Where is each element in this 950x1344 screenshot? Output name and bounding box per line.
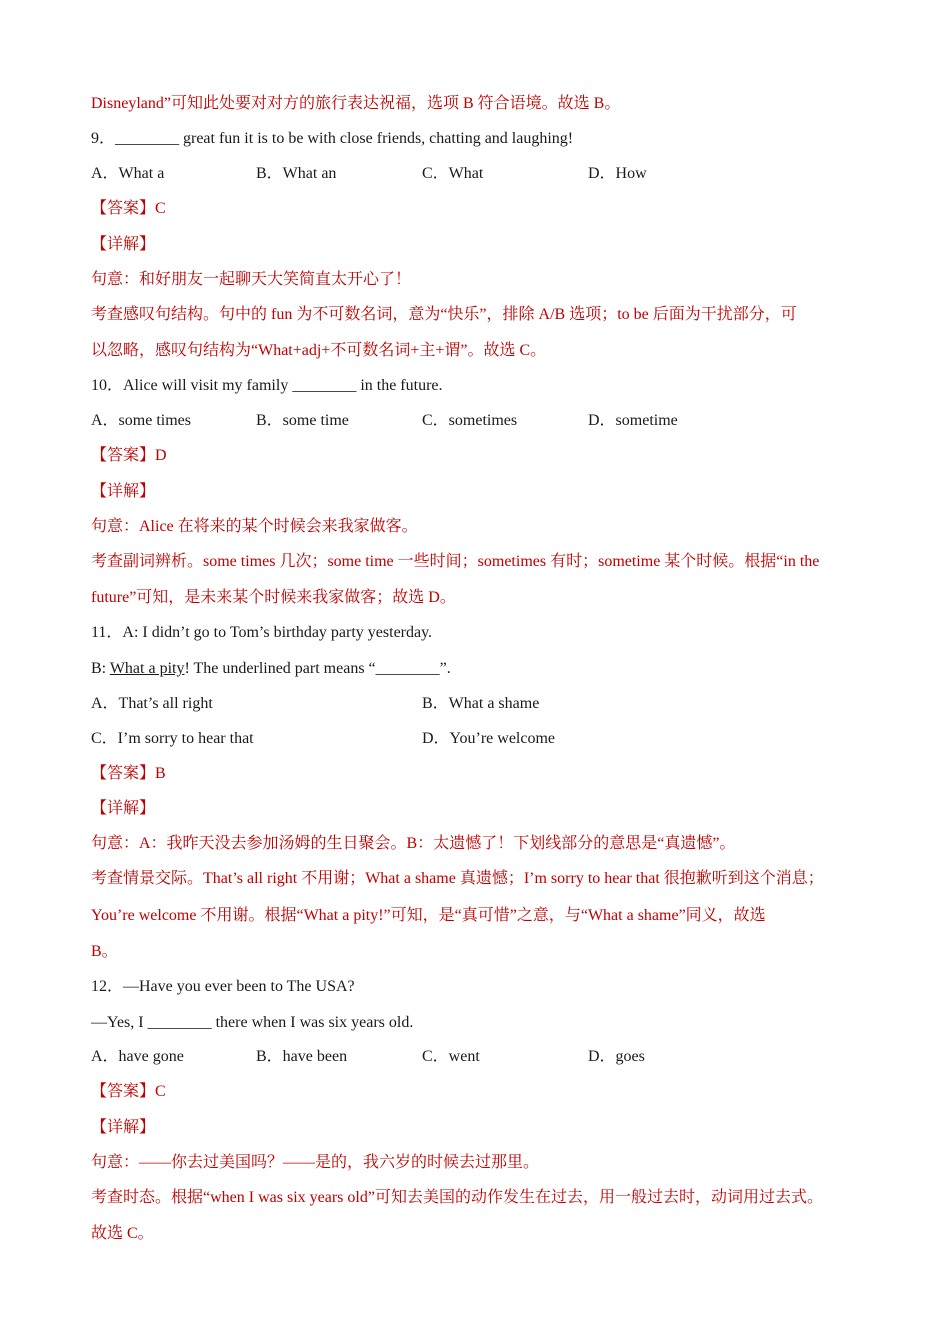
q12-answer: 【答案】C bbox=[91, 1083, 166, 1100]
q9-detail-label: 【详解】 bbox=[91, 236, 156, 253]
q12-option-d: D．goes bbox=[588, 1048, 645, 1065]
q10-explanation-line: 句意：Alice 在将来的某个时候会来我家做客。 bbox=[91, 518, 418, 535]
q11-stem: 11．A: I didn’t go to Tom’s birthday party yesterday. bbox=[91, 624, 433, 641]
q9-option-b: B．What an bbox=[256, 165, 337, 182]
q10-explanation-line: future”可知，是未来某个时候来我家做客；故选 D。 bbox=[91, 589, 456, 606]
q11-detail-label: 【详解】 bbox=[91, 800, 156, 817]
q12-option-b: B．have been bbox=[256, 1048, 348, 1065]
q9-stem: 9．________ great fun it is to be with close friends, chatting and laughing! bbox=[91, 130, 574, 147]
q10-stem: 10．Alice will visit my family ________ in the future. bbox=[91, 377, 443, 394]
q11-option-d: D．You’re welcome bbox=[422, 730, 556, 747]
q10-option-b: B．some time bbox=[256, 412, 349, 429]
q12-stem-b-suffix: there when I was six years old. bbox=[211, 1014, 414, 1031]
q11-option-c: C．I’m sorry to hear that bbox=[91, 730, 254, 747]
q9-explanation-line: 以忽略，感叹句结构为“What+adj+不可数名词+主+谓”。故选 C。 bbox=[91, 342, 547, 359]
q11-underlined-phrase: What a pity bbox=[109, 660, 185, 677]
q9-explanation-line: 句意：和好朋友一起聊天大笑简直太开心了！ bbox=[91, 271, 412, 288]
q12-option-c: C．went bbox=[422, 1048, 480, 1065]
q9-option-c: C．What bbox=[422, 165, 484, 182]
q11-stem-b-suffix: ! The underlined part means “________”. bbox=[184, 660, 451, 677]
q11-stem-b bbox=[91, 659, 451, 679]
q10-answer: 【答案】D bbox=[91, 447, 167, 464]
q11-explanation-line: You’re welcome 不用谢。根据“What a pity!”可知，是“真可惜”之意，与“What a shame”同义，故选 bbox=[91, 907, 766, 924]
q11-explanation-line: 考查情景交际。That’s all right 不用谢；What a shame 真遗憾；I’m sorry to hear that 很抱歉听到这个消息； bbox=[91, 870, 824, 887]
q11-option-b: B．What a shame bbox=[422, 695, 540, 712]
q10-option-d: D．sometime bbox=[588, 412, 678, 429]
q9-explanation-line: 考查感叹句结构。句中的 fun 为不可数名词，意为“快乐”，排除 A/B 选项；to be 后面为干扰部分，可 bbox=[91, 306, 797, 323]
q10-detail-label: 【详解】 bbox=[91, 483, 156, 500]
q12-detail-label: 【详解】 bbox=[91, 1119, 156, 1136]
q12-blank: ________ bbox=[147, 1014, 212, 1031]
q12-explanation-line: 考查时态。根据“when I was six years old”可知去美国的动作发生在过去，用一般过去时，动词用过去式。 bbox=[91, 1189, 823, 1206]
q9-option-a: A．What a bbox=[91, 165, 165, 182]
q12-stem-b-prefix: —Yes, I bbox=[91, 1014, 148, 1031]
q12-option-a: A．have gone bbox=[91, 1048, 184, 1065]
q12-explanation-line: 故选 C。 bbox=[91, 1225, 154, 1242]
q11-explanation-line: 句意：A：我昨天没去参加汤姆的生日聚会。B：太遗憾了！下划线部分的意思是“真遗憾”。 bbox=[91, 835, 736, 852]
q11-stem-b-prefix: B: bbox=[91, 660, 110, 677]
q9-option-d: D．How bbox=[588, 165, 647, 182]
q10-option-a: A．some times bbox=[91, 412, 191, 429]
q12-stem-b bbox=[91, 1013, 413, 1033]
q10-explanation-line: 考查副词辨析。some times 几次；some time 一些时间；sometimes 有时；sometime 某个时候。根据“in the bbox=[91, 553, 820, 570]
intro-explanation: Disneyland”可知此处要对对方的旅行表达祝福，选项 B 符合语境。故选 B。 bbox=[91, 95, 621, 112]
q11-option-a: A．That’s all right bbox=[91, 695, 213, 712]
q12-stem: 12．—Have you ever been to The USA? bbox=[91, 978, 355, 995]
q11-answer: 【答案】B bbox=[91, 765, 166, 782]
q11-explanation-line: B。 bbox=[91, 943, 118, 960]
q12-explanation-line: 句意：——你去过美国吗？——是的，我六岁的时候去过那里。 bbox=[91, 1154, 540, 1171]
q9-answer: 【答案】C bbox=[91, 200, 166, 217]
q10-option-c: C．sometimes bbox=[422, 412, 518, 429]
